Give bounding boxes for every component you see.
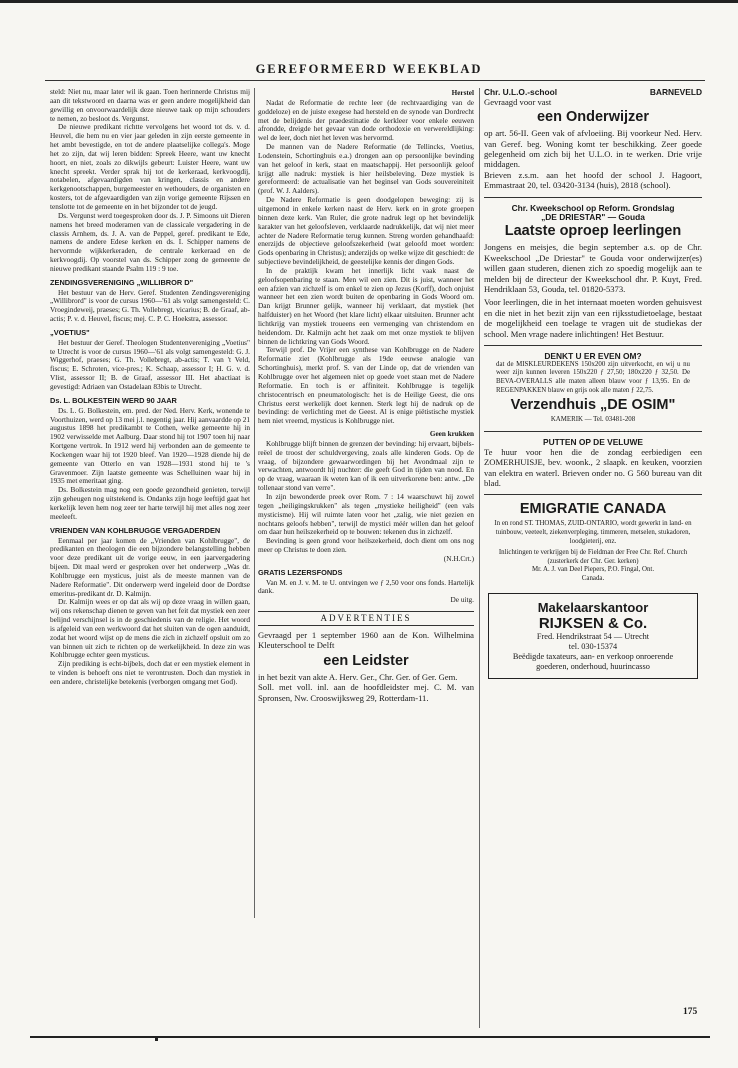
ad-veluwe-header: PUTTEN OP DE VELUWE	[543, 436, 643, 447]
voetius-body: Het bestuur der Geref. Theologen Studentenvereniging „Voetius" te Utrecht is voor de cursus 1960—'61 als volgt samengesteld: G. J. Wiggerhof, praeses; G. Th. Vollebregt, ab-actis; T. van 't Veld, fiscus; E. Schroten, vice-pres.; K. Schaap, assessor I; H. G. v. d. Vlist, assessor II; B. de Graaf, assessor III. Het abactiaat is gevestigd: Adriaen van Ostadelaan 83bis te Utrecht.	[50, 337, 250, 391]
lezersfonds-signature: De uitg.	[450, 595, 474, 605]
ad-rijksen-services: Beëdigde taxateurs, aan- en verkoop onroerende goederen, onderhoud, huurincasso	[512, 652, 674, 672]
ad-rijksen-line1: Makelaarskantoor	[537, 600, 649, 616]
ad-ulo-school: Chr. U.L.O.-school	[484, 87, 558, 97]
ad-osim-body: dat de MISKLEURDEKENS 150x200 zijn uitverkocht, en wij u nu weer zijn kunnen leveren 150x220 ƒ 27,50; 180x220 ƒ 32,50. De BEVA-OVERALLS alle maten alleen blauw voor ƒ 13,95. En de REGENPAKKEN blauw en grijs ook alle maten ƒ 22,75.	[496, 360, 690, 394]
ad-driestar-header: Chr. Kweekschool op Reform. Grondslag	[511, 202, 675, 213]
section-heading-voetius: „VOETIUS"	[50, 327, 90, 337]
print-mark	[155, 1037, 158, 1041]
kohlbrugge-body: Zijn prediking is echt-bijbels, doch dat er een mystiek element in te vinden is behoeft ons niet te verontrusten. Doch dan mystiek in een andere, christelijke betekenis (verborgen omgang met God).	[50, 659, 250, 686]
ad-ulo-intro: Gevraagd voor vast	[484, 96, 552, 107]
top-rule	[0, 0, 738, 3]
krukken-body: Kohlbrugge blijft binnen de grenzen der bevinding: hij ervaart, bijbels-reëel de troost der schuldvergeving, zoals alle kinderen Gods. Op de vraag, of bijzondere gewaarwordingen bij het Avondmaal zijn te verwachten, antwoordt hij nuchter: die geeft God in tijden van nood. En op de vraag, waaraan ik weten kan of ik een uitverkorene ben: antw. „De tollenaar stond van verre".	[258, 438, 474, 493]
ad-driestar-body2: Voor leerlingen, die in het internaat moeten worden gehuisvest en die niet in het bezit zijn van een rijksstudietoelage, bestaat de mogelijkheid een toelage te vragen uit de studiekas der school. Men vrage nadere inlichtingen! Het Bestuur.	[484, 297, 702, 339]
ad-rijksen-box	[488, 593, 698, 679]
ad-rijksen-address: Fred. Hendrikstraat 54 — Utrecht	[536, 632, 650, 642]
intro-paragraph: steld: Niet nu, maar later wil ik gaan. Toen herinnerde Christus mij aan dit tekstwoord en daarna was er geen andere mogelijkheid dan gewillig en onvoorwaardelijk deze nieuwe taak op mijn schouders te nemen, zo besloot ds. Vergunst.	[50, 87, 250, 123]
ad-osim-title: Verzendhuis „DE OSIM"	[510, 397, 676, 414]
herstel-body: Terwijl prof. De Vrijer een synthese van Kohlbrugge en de Nadere Reformatie ziet (Kohlbrugge als 19de eeuwse analogie van Schortinghuis), merkt prof. S. van der Linde op, dat de vrienden van Kohlbrugge over het algemeen niet op goede voet staan met de Nadere Reformatie. En toch is er affiniteit. Kohlbrugge is tegelijk christocentrisch en pneumatologisch: het is de Heilige Geest, die ons Christus eerst werkelijk doet kennen. Sterk legt hij de nadruk op de bevinding: de verlichting met de Geest. Al is enige piëtistische mystiek hem niet vreemd, mysticus is Kohlbrugge niet.	[258, 345, 474, 426]
column-3	[484, 88, 702, 679]
ad-veluwe-body: Te huur voor hen die de zondag eerbiedigen een ZOMERHUISJE, bev. woonk., 2 slaapk. en keuken, voorzien van elektra en waterl. Brieven onder no. G 560 bureau van dit blad.	[484, 446, 702, 488]
subheading-herstel: Herstel	[451, 89, 474, 97]
ad-ulo-header	[484, 88, 702, 97]
section-heading-bolkestein: Ds. L. BOLKESTEIN WERD 90 JAAR	[50, 395, 177, 405]
kohlbrugge-body: Eenmaal per jaar komen de „Vrienden van Kohlbrugge", de predikanten en theologen die een bijzondere belangstelling hebben voor deze predikant uit de vorige eeuw, in een jaarvergadering bijeen. Dit maal werd er gesproken over het onderwerp „Was dr. Kohlbrugge een mysticus, juist als de meeste mannen van de Nadere Reformatie". Dit onderwerp werd ingeleid door de Dordtse emeritus-predikant dr. D. Kalmijn.	[50, 535, 250, 598]
ad-divider	[484, 494, 702, 495]
krukken-body: In zijn bewonderde preek over Rom. 7 : 14 waarschuwt hij zowel tegen „heiligingskrukken" als tegen „mystieke heiligheid" (een vals mysticisme). Hij wil ruimte laten voor het „zalig, wie niet gezien en nochtans geloofs hebben", terwijl de mystici méér willen dan het geloof om daar hun heilszekerheid op te bouwen: tekenen dus in zichzelf.	[258, 491, 474, 537]
ad-canada-body: In en rond ST. THOMAS, ZUID-ONTARIO, wordt gewerkt in land- en tuinbouw, veeteelt, ziekenverpleging, timmeren, metselen, stukadoren, loodgieterij, enz.	[494, 520, 692, 545]
bolkestein-body: Ds. Bolkestein mag nog een goede gezondheid genieten, terwijl zijn geheugen nog uitstekend is. Ondanks zijn hoge leeftijd gaat het kerkelijk leven hem nog zeer ter harte terwijl hij met alles nog zeer meeleeft.	[50, 485, 250, 521]
ad-driestar-body: Jongens en meisjes, die begin september a.s. op de Chr. Kweekschool „De Driestar" te Gouda voor onderwijzer(es) willen gaan studeren, dienen zich zo spoedig mogelijk aan te melden bij de directeur der Kweekschool dhr. P. Kuyt, Fred. Hendriklaan 53, Gouda, tel. 01820-5373.	[484, 242, 702, 294]
subheading-geen-krukken: Geen krukken	[429, 430, 474, 439]
bottom-rule	[30, 1036, 710, 1038]
section-heading-lezersfonds: GRATIS LEZERSFONDS	[258, 567, 343, 577]
column-divider-2	[479, 88, 480, 1028]
herstel-body: De mannen van de Nadere Reformatie (de Tellincks, Voetius, Lodenstein, Schortinghuis e.a.) drongen aan op persoonlijke bevinding van het geloof in kerk, staat en maatschappij. Het persoonlijk geloof krijgt alle nadruk: mystiek is hier heilsbeleving. Deze mystiek is gereformeerd: de actualisatie van het beginsel van Gods souvereiniteit (prof. W. J. Aalders).	[258, 142, 474, 196]
willibrord-body: Het bestuur van de Herv. Geref. Studenten Zendingsvereniging „Willibrord" is voor de cursus 1960—'61 als volgt samengesteld: C. Vroegindeweij, praeses; G. Th. Vollebregt, vicarius; B. de Graaf, ab-actis; P. v. d. Heuvel, fiscus; mej. C. P. C. Hoekstra, assessor.	[50, 287, 250, 324]
source-signature: (N.H.Crt.)	[443, 553, 474, 563]
ad-divider	[484, 431, 702, 432]
ad-canada-title: EMIGRATIE CANADA	[519, 501, 667, 518]
lezersfonds-body: Van M. en J. v. M. te U. ontvingen we ƒ 2,50 voor ons fonds. Hartelijk dank.	[258, 577, 474, 596]
kohlbrugge-body: Dr. Kalmijn wees er op dat als wij op deze vraag in willen gaan, wij ons rekenschap dienen te geven van het feit dat mystiek een zeer belijnd verschijnsel is in de geschiedenis van de religie. Het woord is afgeleid van een werkwoord dat het sluiten van de ogen aanduidt, zodat het woord wijst op de mens die zich in zichzelf opsluit om zo van binnen uit zich te richten op de werkelijkheid. In deze zin was Kohlbrugge echter geen mysticus.	[50, 597, 250, 660]
ad-ulo-contact: Brieven z.s.m. aan het hoofd der school J. Hagoort, Emmastraat 20, tel. 03420-3134 (huis), 2818 (school).	[484, 169, 702, 191]
herstel-body: Nadat de Reformatie de rechte leer (de rechtvaardiging van de goddeloze) en de juiste exegese had hersteld en de synode van Dordrecht met de belijdenis der praedestinatie de kerkleer voor enkele eeuwen afrondde, dreigde het gevaar van dode orthodoxie en verwereldlijking: wel de leer, doch niet het leven was hervormd.	[258, 97, 474, 143]
ad-rijksen-name: RIJKSEN & Co.	[538, 615, 648, 633]
page-number: 175	[683, 1007, 698, 1017]
intro-paragraph: De nieuwe predikant richtte vervolgens het woord tot ds. v. d. Heuvel, die hem nu en vier jaar geleden in zijn eerste gemeente in het ambt bevestigde, en tot de andere plaatselijke collega's. Moge het zo zijn, dat wij leren bidden: Spreek Heere, want uw knecht hoort, en niet, zoals zo dikwijls gebeurt: Luister Heere, want uw knecht spreekt. Verder sprak hij tot de kerkeraad, kerkvoogdij, notabelen, afgevaardigden van kringen, classis en andere kerkgenootschappen, burgemeester en wethouders, de organisten en kosters, tot de afgevaardigden van zijn vorige gemeente Rijssen en tenslotte tot de gemeente en in het bijzonder tot de jeugd.	[50, 122, 250, 211]
ad-leidster-contact: Soll. met voll. inl. aan de hoofdleidster mej. C. M. van Spronsen, Nw. Crooswijksweg 29, Rotterdam-11.	[258, 682, 474, 703]
ad-leidster-intro: Gevraagd per 1 september 1960 aan de Kon. Wilhelmina Kleuterschool te Delft	[258, 629, 474, 651]
ad-canada-body2: Inlichtingen te verkrijgen bij de Fieldman der Free Chr. Ref. Church (zusterkerk der Chr. Ger. kerken)	[498, 549, 688, 565]
bolkestein-body: Ds. L. G. Bolkestein, em. pred. der Ned. Herv. Kerk, wonende te Voorthuizen, werd op 13 mei j.l. negentig jaar. Hij aanvaardde op 21 augustus 1898 het predikambt te Cothen, welke gemeente hij in 1902 verwisselde met Aalburg. Daar stond hij tot 1907 toen hij naar Kortgene vertrok. In 1912 werd hij verbonden aan de gemeente te Kockengen waar hij tot 1920 bleef. Van 1920—1928 diende hij de gemeente van Otterlo en van 1928—1931 stond hij te 's Gravenmoer. Zijn laatste gemeente was Schelluinen waar hij in 1935 met emeritaat ging.	[50, 405, 250, 486]
advertenties-title: ADVERTENTIES	[258, 611, 474, 626]
ad-driestar-name: „DE DRIESTAR" — Gouda	[541, 211, 645, 222]
ad-osim-header: DENKT U ER EVEN OM?	[544, 351, 642, 362]
ad-ulo-body: op art. 56-II. Geen vak of afvloeiing. Bij voorkeur Ned. Herv. van Geref. beg. Woning komt ter beschikking. Zeer goede gelegenheid om zich bij het U.L.O. in te werken. Drie vrije middagen.	[484, 128, 702, 170]
ad-leidster-body: in het bezit van akte A. Herv. Ger., Chr. Ger. of Ger. Gem.	[258, 671, 458, 682]
header-rule	[45, 80, 705, 81]
ad-leidster-title: een Leidster	[323, 652, 409, 669]
column-1	[50, 88, 250, 687]
herstel-body: De Nadere Reformatie is geen doodgelopen beweging: zij is uitgemond in enkele kerken naast de Herv. kerk en in grote groepen binnen deze kerk. Van Ruler, die grote nadruk legt op het bevindelijk karakter van het geloofsleven, verklaarde nadrukkelijk, dat wij niet meer achter de Nadere Reformatie terug kunnen. Streng worden gehandhaafd: enerzijds de objectieve geloofszekerheid (wat geloofd moet worden: Gods openbaring in Christus); anderzijds op welke wijze dit geschiedt: de subjectieve bevindelijkheid, de geestelijke kennis der dingen Gods.	[258, 195, 474, 267]
section-heading-willibrord: ZENDINGSVERENIGING „WILLIBROR D"	[50, 277, 194, 287]
ad-ulo-place: BARNEVELD	[649, 87, 702, 97]
running-head: GEREFORMEERD WEEKBLAD	[255, 62, 483, 76]
ad-canada-contact: Mr. A. J. van Deel Piepers, P.O. Fingal, Ont. Canada.	[531, 566, 655, 582]
column-divider-1	[254, 88, 255, 918]
herstel-body: In de praktijk kwam het innerlijk licht vaak naast de geloofsopenbaring te staan. Men wil een zien. Dit is juist, wanneer het een afzien van zichzelf is om enkel te zien op Jezus (Korff), doch onjuist wanneer het een zien wordt buiten de openbaring in Gods Woord om. Dan krijgt Brunner gelijk, wanneer hij verklaart, dat mystiek (het halfduister) en het Woord (het klare licht) elkaar uitsluiten. Brunner acht lichtkrijg van mystiek troueens een vermenging van christendom en heidendom. Dr. Kalmijn acht het zaak om met onze mystiek te blijven binnen de lichtkring van Gods Woord.	[258, 265, 474, 346]
ad-rijksen-phone: tel. 030-15374	[568, 642, 618, 652]
ad-driestar-title: Laatste oproep leerlingen	[504, 223, 682, 240]
section-heading-kohlbrugge: VRIENDEN VAN KOHLBRUGGE VERGADERDEN	[50, 525, 221, 535]
ad-osim-contact: KAMERIK — Tel. 03481-208	[550, 416, 636, 424]
ad-divider	[484, 345, 702, 346]
ad-ulo-title: een Onderwijzer	[536, 109, 649, 126]
intro-paragraph: Ds. Vergunst werd toegesproken door ds. J. P. Simoons uit Dieren namens het breed moderamen van de classicale vergadering in de classis Arnhem, ds. J. A. van de Peppel, geref. predikant te Ede, namens de andere Edese kerken en ds. I. Schipper namens de hervormde wijkkerkeraden, de centrale kerkeraad en de kerkvoogdij. Op voorstel van ds. Schipper zong de gemeente de nieuwe predikant staande Psalm 119 : 9 toe.	[50, 210, 250, 273]
ad-divider	[484, 197, 702, 198]
krukken-body: Bevinding is geen grond voor heilszekerheid, doch dient om ons nog meer op Christus te doen zien.	[258, 536, 474, 555]
column-2	[258, 88, 474, 703]
